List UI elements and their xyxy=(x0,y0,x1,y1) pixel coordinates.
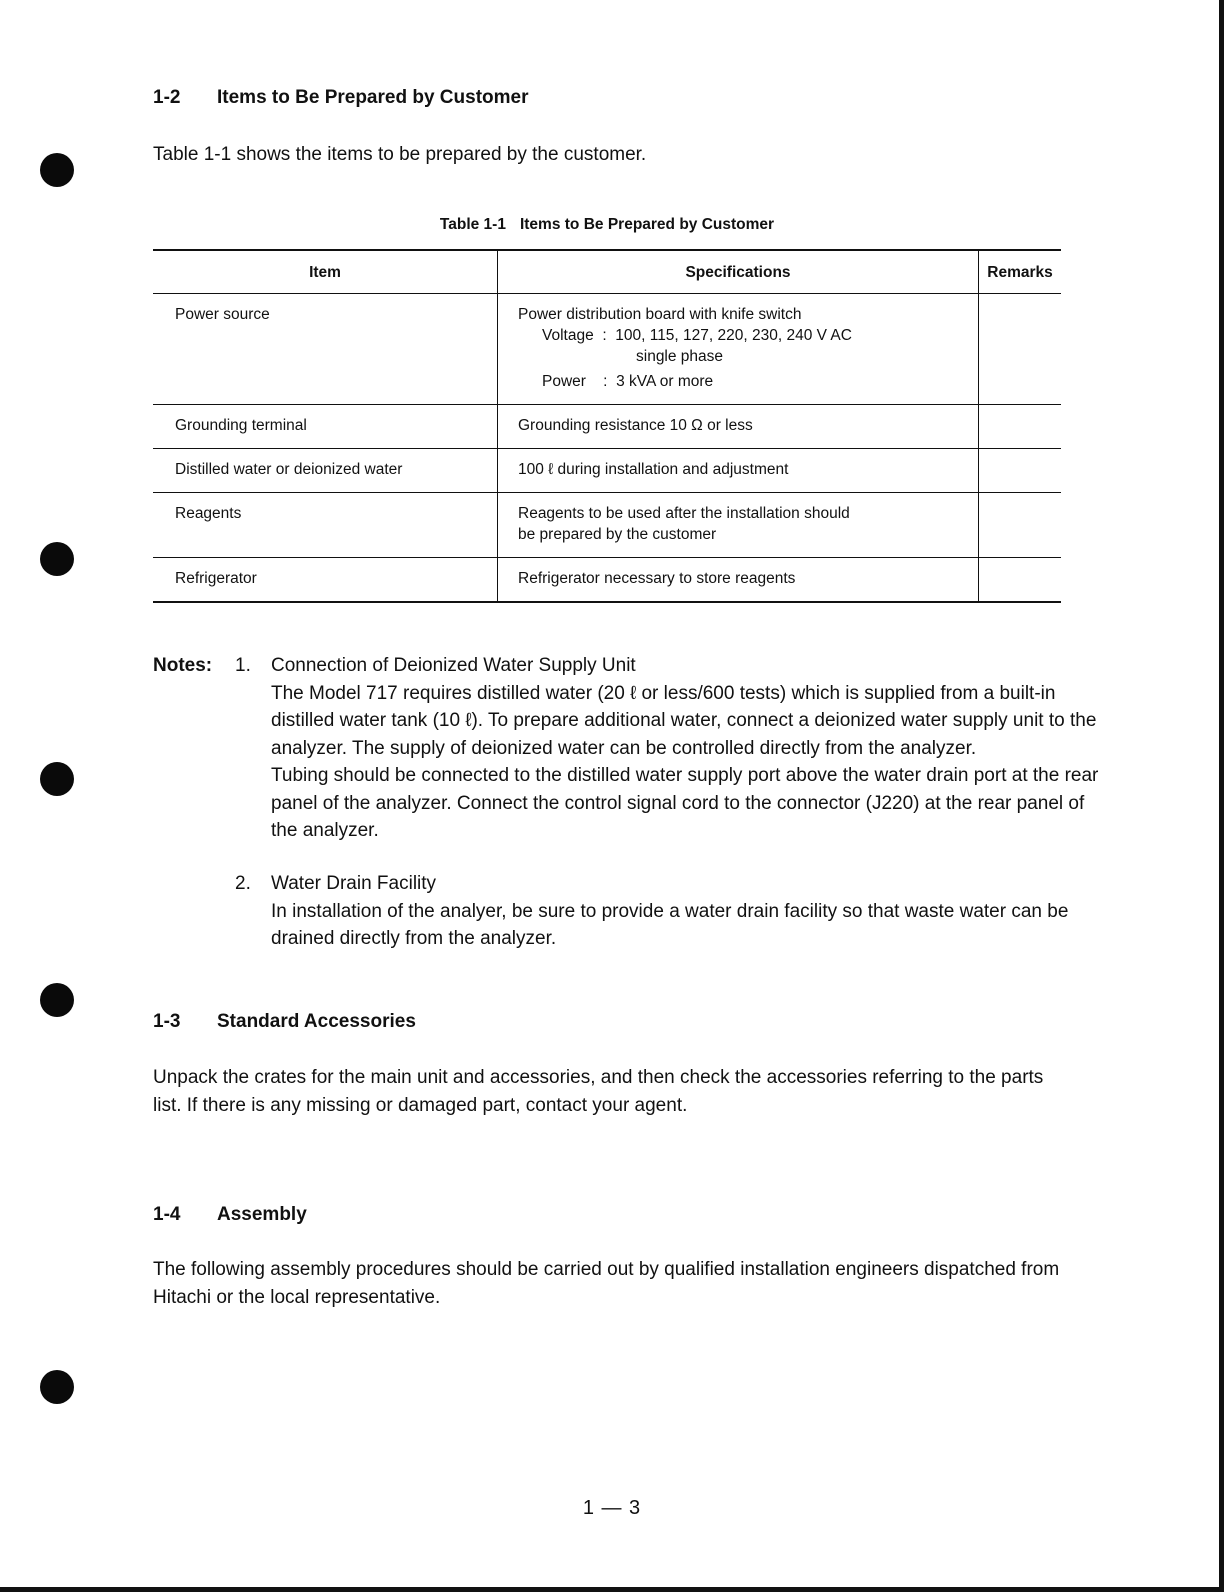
spec-cell xyxy=(498,493,979,558)
remarks-cell xyxy=(979,493,1062,558)
spec-line: 100 ℓ during installation and adjustment xyxy=(518,461,789,478)
spec-line: be prepared by the customer xyxy=(518,526,717,543)
item-cell: Grounding terminal xyxy=(153,405,498,449)
remarks-cell xyxy=(979,405,1062,449)
table-row xyxy=(153,294,1061,405)
column-header-specifications: Specifications xyxy=(498,250,979,294)
note-paragraph: In installation of the analyer, be sure to provide a water drain facility so that waste water can be drained directly from the analyzer. xyxy=(271,900,1069,949)
spec-cell xyxy=(498,449,979,493)
punch-hole xyxy=(40,762,74,796)
section-heading-1-3 xyxy=(153,1011,416,1033)
table-caption-number: Table 1-1 xyxy=(439,216,506,233)
spec-line: Voltage : 100, 115, 127, 220, 230, 240 V AC xyxy=(542,327,852,344)
spec-cell xyxy=(498,558,979,603)
note-paragraph: The Model 717 requires distilled water (20 ℓ or less/600 tests) which is supplied from a built-in distilled water tank (10 ℓ). To prepare additional water, connect a deionized water supply unit to the analyzer. The supply of deionized water can be controlled directly from the analyzer. xyxy=(271,682,1097,759)
section-title: Assembly xyxy=(217,1204,307,1225)
section-title: Items to Be Prepared by Customer xyxy=(217,87,529,108)
table-header-row xyxy=(153,250,1061,294)
punch-hole xyxy=(40,153,74,187)
note-item-2 xyxy=(235,870,1101,953)
column-header-item: Item xyxy=(153,250,498,294)
remarks-cell xyxy=(979,294,1062,405)
punch-hole xyxy=(40,983,74,1017)
table-caption-title: Items to Be Prepared by Customer xyxy=(519,216,775,233)
spec-line: Grounding resistance 10 Ω or less xyxy=(518,417,753,434)
spec-line: Power : 3 kVA or more xyxy=(542,373,714,390)
note-paragraph: Tubing should be connected to the distilled water supply port above the water drain port at the rear panel of the analyzer. Connect the control signal cord to the connector (J220) at the rear panel of the analyzer. xyxy=(271,765,1099,841)
note-title: Connection of Deionized Water Supply Unit xyxy=(271,655,636,676)
table-row xyxy=(153,558,1061,603)
item-cell: Refrigerator xyxy=(153,558,498,603)
accessories-paragraph: Unpack the crates for the main unit and accessories, and then check the accessories referring to the parts list. If there is any missing or damaged part, contact your agent. xyxy=(153,1067,1044,1116)
assembly-paragraph: The following assembly procedures should be carried out by qualified installation engineers dispatched from Hitachi or the local representative. xyxy=(153,1259,1060,1308)
section-heading-1-2 xyxy=(153,87,528,109)
item-cell: Power source xyxy=(153,294,498,405)
table-row xyxy=(153,405,1061,449)
section-title: Standard Accessories xyxy=(217,1011,416,1032)
column-header-remarks: Remarks xyxy=(979,250,1062,294)
notes-label: Notes: xyxy=(153,655,213,676)
page-border-bottom xyxy=(0,1587,1224,1592)
note-item-1 xyxy=(235,652,1101,845)
spec-line: Power distribution board with knife switch xyxy=(518,306,802,323)
note-number: 1. xyxy=(235,655,251,676)
remarks-cell xyxy=(979,558,1062,603)
punch-hole xyxy=(40,542,74,576)
section-heading-1-4 xyxy=(153,1204,307,1226)
page-border-right xyxy=(1219,0,1224,1592)
section-number: 1-4 xyxy=(153,1204,181,1225)
spec-line: single phase xyxy=(636,348,724,365)
section-number: 1-3 xyxy=(153,1011,181,1032)
spec-line: Reagents to be used after the installation should xyxy=(518,505,850,522)
spec-line: Refrigerator necessary to store reagents xyxy=(518,570,796,587)
spec-cell xyxy=(498,405,979,449)
spec-cell xyxy=(498,294,979,405)
table-row xyxy=(153,449,1061,493)
remarks-cell xyxy=(979,449,1062,493)
punch-hole xyxy=(40,1370,74,1404)
table-row xyxy=(153,493,1061,558)
items-table xyxy=(153,249,1061,603)
intro-paragraph: Table 1-1 shows the items to be prepared by the customer. xyxy=(153,144,647,165)
note-title: Water Drain Facility xyxy=(271,873,437,894)
table-caption xyxy=(153,216,1061,234)
page-number: 1 — 3 xyxy=(582,1497,642,1519)
note-number: 2. xyxy=(235,873,251,894)
section-number: 1-2 xyxy=(153,87,181,108)
item-cell: Distilled water or deionized water xyxy=(153,449,498,493)
item-cell: Reagents xyxy=(153,493,498,558)
